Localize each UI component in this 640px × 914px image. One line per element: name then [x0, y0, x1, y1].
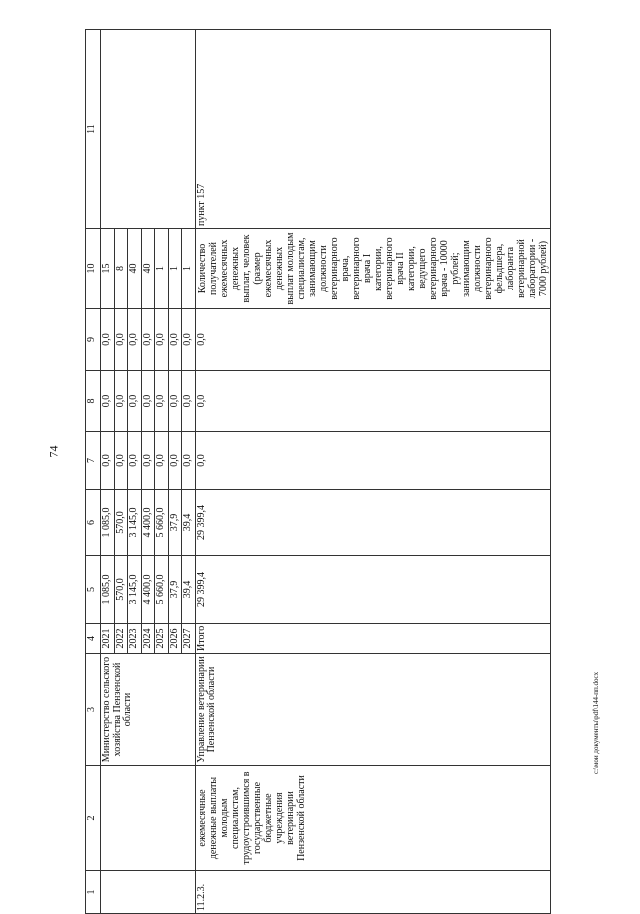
- header-cell: 4: [86, 624, 101, 654]
- value-cell: 39,4: [182, 556, 196, 624]
- table-row: [101, 30, 115, 914]
- empty-cell: [101, 871, 196, 914]
- value-cell: 570,0: [114, 556, 128, 624]
- value-cell: 0,0: [168, 371, 182, 432]
- year-cell: 2023: [128, 624, 142, 654]
- value-cell: 0,0: [114, 371, 128, 432]
- empty-cell: [101, 766, 196, 871]
- value-cell: 15: [101, 229, 115, 309]
- total-cell: 0,0: [195, 309, 550, 371]
- header-cell: 2: [86, 766, 101, 871]
- header-cell: 7: [86, 432, 101, 490]
- value-cell: 0,0: [155, 309, 169, 371]
- value-cell: 3 145,0: [128, 490, 142, 556]
- value-cell: 0,0: [114, 309, 128, 371]
- reference-cell: пункт 157: [195, 30, 550, 229]
- year-cell: 2024: [141, 624, 155, 654]
- header-cell: 6: [86, 490, 101, 556]
- value-cell: 0,0: [168, 432, 182, 490]
- value-cell: 0,0: [128, 371, 142, 432]
- total-label-cell: Итого: [195, 624, 550, 654]
- header-row: [86, 30, 101, 914]
- value-cell: 0,0: [101, 432, 115, 490]
- value-cell: 0,0: [128, 309, 142, 371]
- value-cell: 1: [182, 229, 196, 309]
- item-description-cell: ежемесячные денежные выплаты молодым специалистам, трудоустроившимся в государственные бюджетные учреждения ветеринарии Пензенской области: [195, 766, 550, 871]
- value-cell: 0,0: [128, 432, 142, 490]
- year-cell: 2025: [155, 624, 169, 654]
- indicator-cell: Количество получателей ежемесячных денежных выплат, человек (размер ежемесячных денежных выплат молодым специалистам, занимающим должности ветеринарного врача, ветеринарного врача I категории, ветеринарного врача II категории, ведущего ветеринарного врача - 10000 рублей; занимающим должности ветеринарного фельдшера, лаборанта ветеринарной лаборатории - 7000 рублей): [195, 229, 550, 309]
- value-cell: 0,0: [101, 371, 115, 432]
- header-cell: 10: [86, 229, 101, 309]
- value-cell: 0,0: [141, 371, 155, 432]
- total-cell: 0,0: [195, 432, 550, 490]
- value-cell: 1 085,0: [101, 490, 115, 556]
- table-row: [195, 30, 550, 914]
- value-cell: 570,0: [114, 490, 128, 556]
- value-cell: 1: [155, 229, 169, 309]
- value-cell: 5 660,0: [155, 490, 169, 556]
- page-number: 74: [46, 445, 61, 458]
- value-cell: 0,0: [182, 309, 196, 371]
- value-cell: 40: [128, 229, 142, 309]
- value-cell: 0,0: [182, 371, 196, 432]
- year-cell: 2022: [114, 624, 128, 654]
- value-cell: 0,0: [155, 371, 169, 432]
- value-cell: 0,0: [114, 432, 128, 490]
- value-cell: 5 660,0: [155, 556, 169, 624]
- value-cell: 37,9: [168, 490, 182, 556]
- value-cell: 1 085,0: [101, 556, 115, 624]
- value-cell: 0,0: [168, 309, 182, 371]
- total-cell: 0,0: [195, 371, 550, 432]
- value-cell: 8: [114, 229, 128, 309]
- value-cell: 0,0: [141, 432, 155, 490]
- header-cell: 1: [86, 871, 101, 914]
- year-cell: 2021: [101, 624, 115, 654]
- value-cell: 0,0: [155, 432, 169, 490]
- value-cell: 0,0: [101, 309, 115, 371]
- empty-cell: [101, 30, 196, 229]
- year-cell: 2026: [168, 624, 182, 654]
- total-cell: 29 399,4: [195, 556, 550, 624]
- year-cell: 2027: [182, 624, 196, 654]
- total-cell: 29 399,4: [195, 490, 550, 556]
- program-table: [85, 29, 551, 914]
- executor-cell: Управление ветеринарии Пензенской области: [195, 654, 550, 766]
- value-cell: 3 145,0: [128, 556, 142, 624]
- item-number-cell: 11.2.3.: [195, 871, 550, 914]
- header-cell: 5: [86, 556, 101, 624]
- header-cell: 3: [86, 654, 101, 766]
- header-cell: 11: [86, 30, 101, 229]
- footer-path: c:\мои документы\pdf\144-пп.docx: [592, 671, 600, 774]
- value-cell: 0,0: [182, 432, 196, 490]
- value-cell: 37,9: [168, 556, 182, 624]
- program-table-wrapper: [85, 30, 549, 914]
- value-cell: 4 400,0: [141, 556, 155, 624]
- value-cell: 4 400,0: [141, 490, 155, 556]
- value-cell: 39,4: [182, 490, 196, 556]
- value-cell: 40: [141, 229, 155, 309]
- ministry-cell: Министерство сельского хозяйства Пензенской области: [101, 654, 196, 766]
- header-cell: 8: [86, 371, 101, 432]
- value-cell: 1: [168, 229, 182, 309]
- value-cell: 0,0: [141, 309, 155, 371]
- header-cell: 9: [86, 309, 101, 371]
